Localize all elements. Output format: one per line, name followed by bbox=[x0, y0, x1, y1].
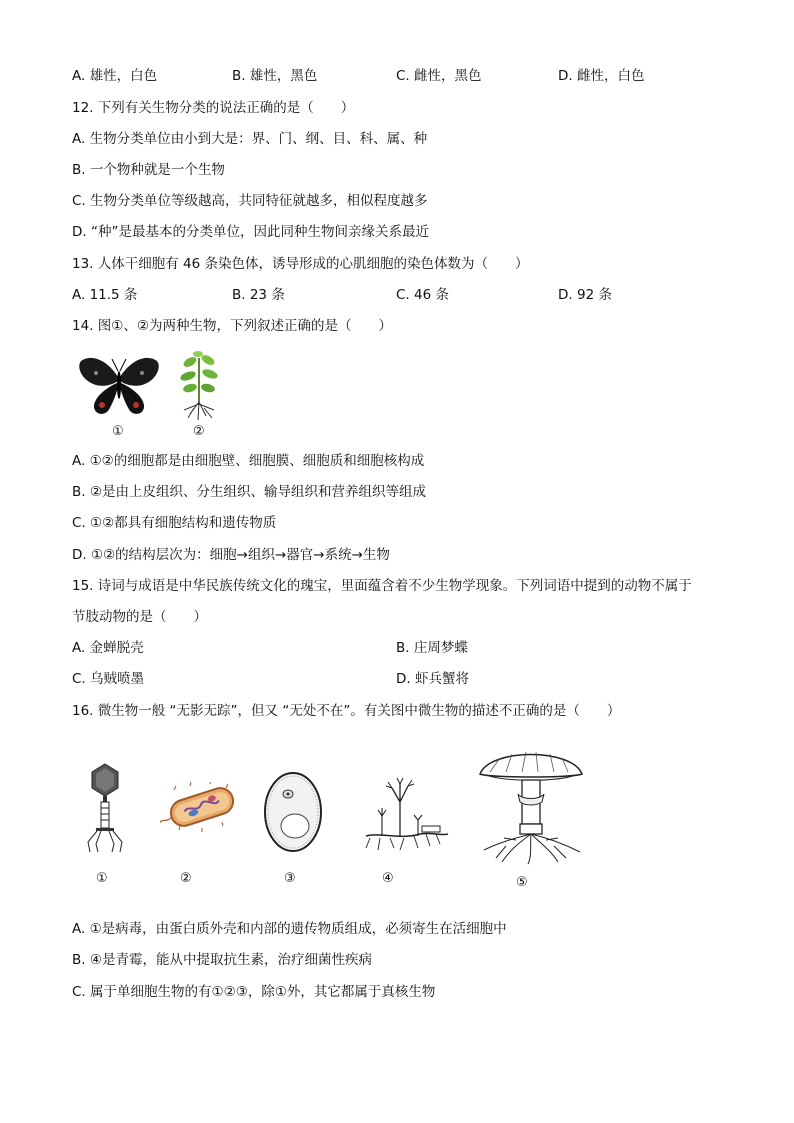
q16-option-a: A. ①是病毒，由蛋白质外壳和内部的遗传物质组成，必须寄生在活细胞中 bbox=[72, 921, 507, 937]
q14-option-c: C. ①②都具有细胞结构和遗传物质 bbox=[72, 515, 277, 531]
q13-option-c: C. 46 条 bbox=[396, 287, 449, 303]
q15-stem-line1: 15. 诗词与成语是中华民族传统文化的瑰宝，里面蕴含着不少生物学现象。下列词语中提到的动物不属于 bbox=[72, 578, 692, 594]
q16-figure-label-4: ④ bbox=[382, 871, 394, 886]
yeast-cell-icon bbox=[262, 770, 324, 854]
q16-figure-label-1: ① bbox=[96, 871, 108, 886]
q12-stem: 12. 下列有关生物分类的说法正确的是（ ） bbox=[72, 100, 355, 116]
q14-option-a: A. ①②的细胞都是由细胞壁、细胞膜、细胞质和细胞核构成 bbox=[72, 453, 425, 469]
q13-option-d: D. 92 条 bbox=[558, 287, 612, 303]
q16-option-b: B. ④是青霉，能从中提取抗生素，治疗细菌性疾病 bbox=[72, 952, 372, 968]
q14-option-b: B. ②是由上皮组织、分生组织、输导组织和营养组织等组成 bbox=[72, 484, 426, 500]
q16-figure-label-3: ③ bbox=[284, 871, 296, 886]
q11-option-b: B. 雄性，黑色 bbox=[232, 68, 318, 84]
q11-option-a: A. 雄性，白色 bbox=[72, 68, 158, 84]
q13-option-a: A. 11.5 条 bbox=[72, 287, 138, 303]
butterfly-icon bbox=[78, 355, 160, 419]
q15-option-b: B. 庄周梦蝶 bbox=[396, 640, 468, 656]
q12-option-d: D. “种”是最基本的分类单位，因此同种生物间亲缘关系最近 bbox=[72, 224, 429, 240]
q14-figure-label-1: ① bbox=[112, 424, 124, 439]
q11-option-c: C. 雌性，黑色 bbox=[396, 68, 482, 84]
q13-option-b: B. 23 条 bbox=[232, 287, 285, 303]
q15-option-c: C. 乌贼喷墨 bbox=[72, 671, 145, 687]
plant-seedling-icon bbox=[176, 348, 222, 422]
virus-icon bbox=[84, 762, 126, 854]
q14-figure-label-2: ② bbox=[193, 424, 205, 439]
q14-option-d: D. ①②的结构层次为：细胞→组织→器官→系统→生物 bbox=[72, 547, 390, 563]
q16-option-c: C. 属于单细胞生物的有①②③，除①外，其它都属于真核生物 bbox=[72, 984, 436, 1000]
mushroom-icon bbox=[476, 742, 586, 866]
q15-option-d: D. 虾兵蟹将 bbox=[396, 671, 469, 687]
q12-option-c: C. 生物分类单位等级越高，共同特征就越多，相似程度越多 bbox=[72, 193, 428, 209]
q14-stem: 14. 图①、②为两种生物，下列叙述正确的是（ ） bbox=[72, 318, 392, 334]
q16-figure-label-2: ② bbox=[180, 871, 192, 886]
q12-option-b: B. 一个物种就是一个生物 bbox=[72, 162, 225, 178]
q15-stem-line2: 节肢动物的是（ ） bbox=[72, 609, 207, 625]
q12-option-a: A. 生物分类单位由小到大是：界、门、纲、目、科、属、种 bbox=[72, 131, 428, 147]
q15-option-a: A. 金蝉脱壳 bbox=[72, 640, 144, 656]
q16-figure-label-5: ⑤ bbox=[516, 875, 528, 890]
q16-stem: 16. 微生物一般 “无影无踪”，但又 “无处不在”。有关图中微生物的描述不正确的是（ ） bbox=[72, 703, 621, 719]
q11-option-d: D. 雌性，白色 bbox=[558, 68, 645, 84]
mold-icon bbox=[360, 776, 450, 856]
q13-stem: 13. 人体干细胞有 46 条染色体，诱导形成的心肌细胞的染色体数为（ ） bbox=[72, 256, 529, 272]
bacterium-icon bbox=[160, 782, 244, 832]
